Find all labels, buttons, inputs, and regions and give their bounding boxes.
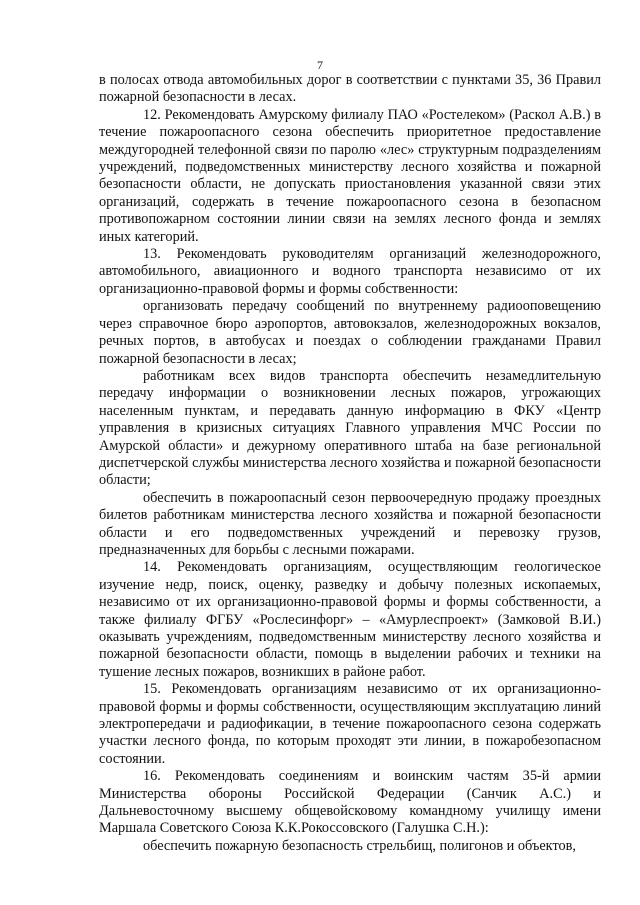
paragraph: работникам всех видов транспорта обеспечить незамедлительную передачу информации о возникновении лесных пожаров, угрожающих населенным пунктам, и передавать данную информацию в ФКУ «Центр управления в кризисных ситуациях Главного управления МЧС России по Амурской области» и дежурному оперативного штаба на базе региональной диспетчерской службы министерства лесного хозяйства и пожарной безопасности области; <box>99 367 601 489</box>
paragraph-item-14: 14. Рекомендовать организациям, осуществляющим геологическое изучение недр, поиск, оценку, разведку и добычу полезных ископаемых, независимо от их организационно-правовой формы и формы собственности, а также филиалу ФГБУ «Рослесинфорг» – «Амурлеспроект» (Замковой В.И.) оказывать учреждениям, подведомственным министерству лесного хозяйства и пожарной безопасности области, помощь в выделении рабочих и техники на тушение лесных пожаров, возникших в районе работ. <box>99 559 601 680</box>
paragraph: в полосах отвода автомобильных дорог в соответствии с пунктами 35, 36 Правил пожарной безопасности в лесах. <box>99 72 601 106</box>
paragraph-item-15: 15. Рекомендовать организациям независимо от их организационно-правовой формы и формы собственности, осуществляющим эксплуатацию линий электропередачи и радиофикации, в течение пожароопасного сезона содержать участки лесного фонда, по которым проходят эти линии, в пожаробезопасном состоянии. <box>99 681 601 767</box>
paragraph-item-16: 16. Рекомендовать соединениям и воинским частям 35-й армии Министерства обороны Российской Федерации (Санчик А.С.) и Дальневосточному высшему общевойсковому командному училищу имени Маршала Советского Союза К.К.Рокоссовского (Галушка С.Н.): <box>99 768 601 837</box>
document-body <box>99 72 601 855</box>
page-number: 7 <box>317 58 323 72</box>
paragraph-item-13: 13. Рекомендовать руководителям организаций железнодорожного, автомобильного, авиационного и водного транспорта независимо от их организационно-правовой формы и формы собственности: <box>99 246 601 297</box>
paragraph: организовать передачу сообщений по внутреннему радиооповещению через справочное бюро аэропортов, автовокзалов, железнодорожных вокзалов, речных портов, в автобусах и поездах о соблюдении гражданами Правил пожарной безопасности в лесах; <box>99 298 601 367</box>
paragraph-item-12: 12. Рекомендовать Амурскому филиалу ПАО «Ростелеком» (Раскол А.В.) в течение пожароопасного сезона обеспечить приоритетное предоставление междугородней телефонной связи по паролю «лес» структурным подразделениям учреждений, подведомственных министерству лесного хозяйства и пожарной безопасности области, не допускать приостановления указанной связи этих организаций, содержать в течение пожароопасного сезона в безопасном противопожарном состоянии линии связи на землях лесного фонда и землях иных категорий. <box>99 106 601 245</box>
paragraph: обеспечить в пожароопасный сезон первоочередную продажу проездных билетов работникам министерства лесного хозяйства и пожарной безопасности области и его подведомственных учреждений и перевозку грузов, предназначенных для борьбы с лесными пожарами. <box>99 489 601 558</box>
paragraph: обеспечить пожарную безопасность стрельбищ, полигонов и объектов, <box>143 837 576 854</box>
